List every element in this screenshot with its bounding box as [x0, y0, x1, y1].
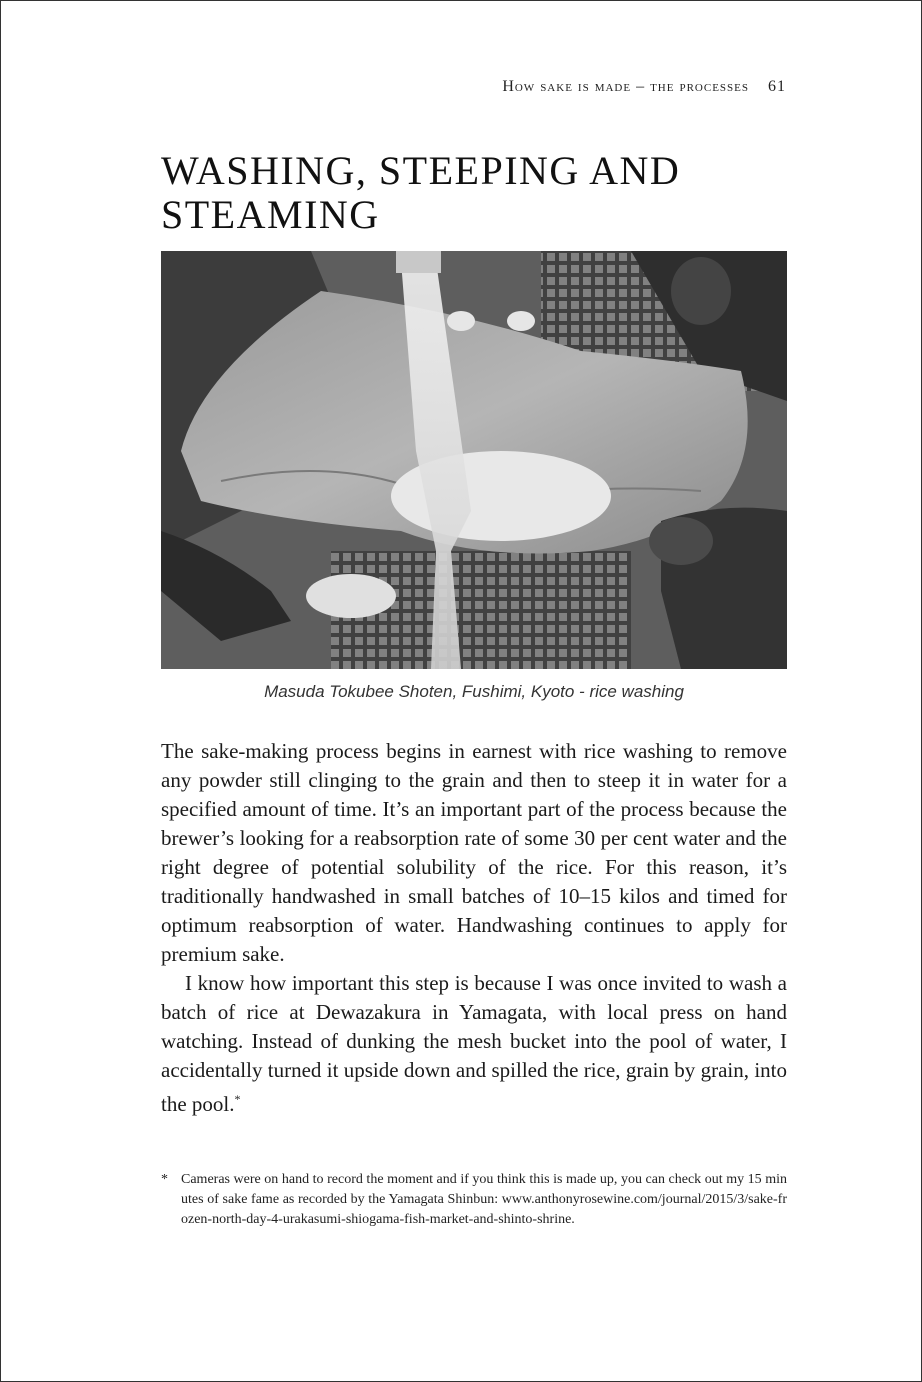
section-title: WASHING, STEEPING AND STEAMING: [161, 148, 681, 237]
footnote: [161, 1170, 787, 1230]
photo-caption: Masuda Tokubee Shoten, Fushimi, Kyoto - rice washing: [264, 682, 684, 701]
paragraph: [161, 969, 787, 1119]
running-head-title: How sake is made – the processes: [502, 78, 749, 95]
page-number: 61: [768, 78, 786, 95]
paragraph: The sake-making process begins in earnest with rice washing to remove any powder still clinging to the grain and then to steep it in water for a specified amount of time. It’s an important part of the process because the brewer’s looking for a reabsorption rate of some 30 per cent water and the right degree of potential solubility of the rice. For this reason, it’s traditionally handwashed in small batches of 10–15 kilos and timed for optimum reabsorption of water. Handwashing continues to apply for premium sake.: [161, 739, 787, 966]
running-head: [502, 78, 786, 96]
footnote-reference: *: [234, 1092, 241, 1106]
footnote-marker: *: [161, 1172, 168, 1187]
paragraph-text: I know how important this step is because I was once invited to wash a batch of rice at Dewazakura in Yamagata, with local press on hand watching. Instead of dunking the mesh bucket into the pool of water, I accidentally turned it upside down and spilled the rice, grain by grain, into the pool.: [161, 971, 787, 1116]
footnote-text: Cameras were on hand to record the moment and if you think this is made up, you can check out my 15 minutes of sake fame as recorded by the Yamagata Shinbun: www.anthonyrosewine.com/journal/2015/3/sake-frozen-north-day-4-urakasumi-shiogama-fish-market-and-shinto-shrine.: [181, 1172, 787, 1227]
rice-washing-photo: [161, 251, 787, 669]
body-text: [161, 737, 787, 1119]
